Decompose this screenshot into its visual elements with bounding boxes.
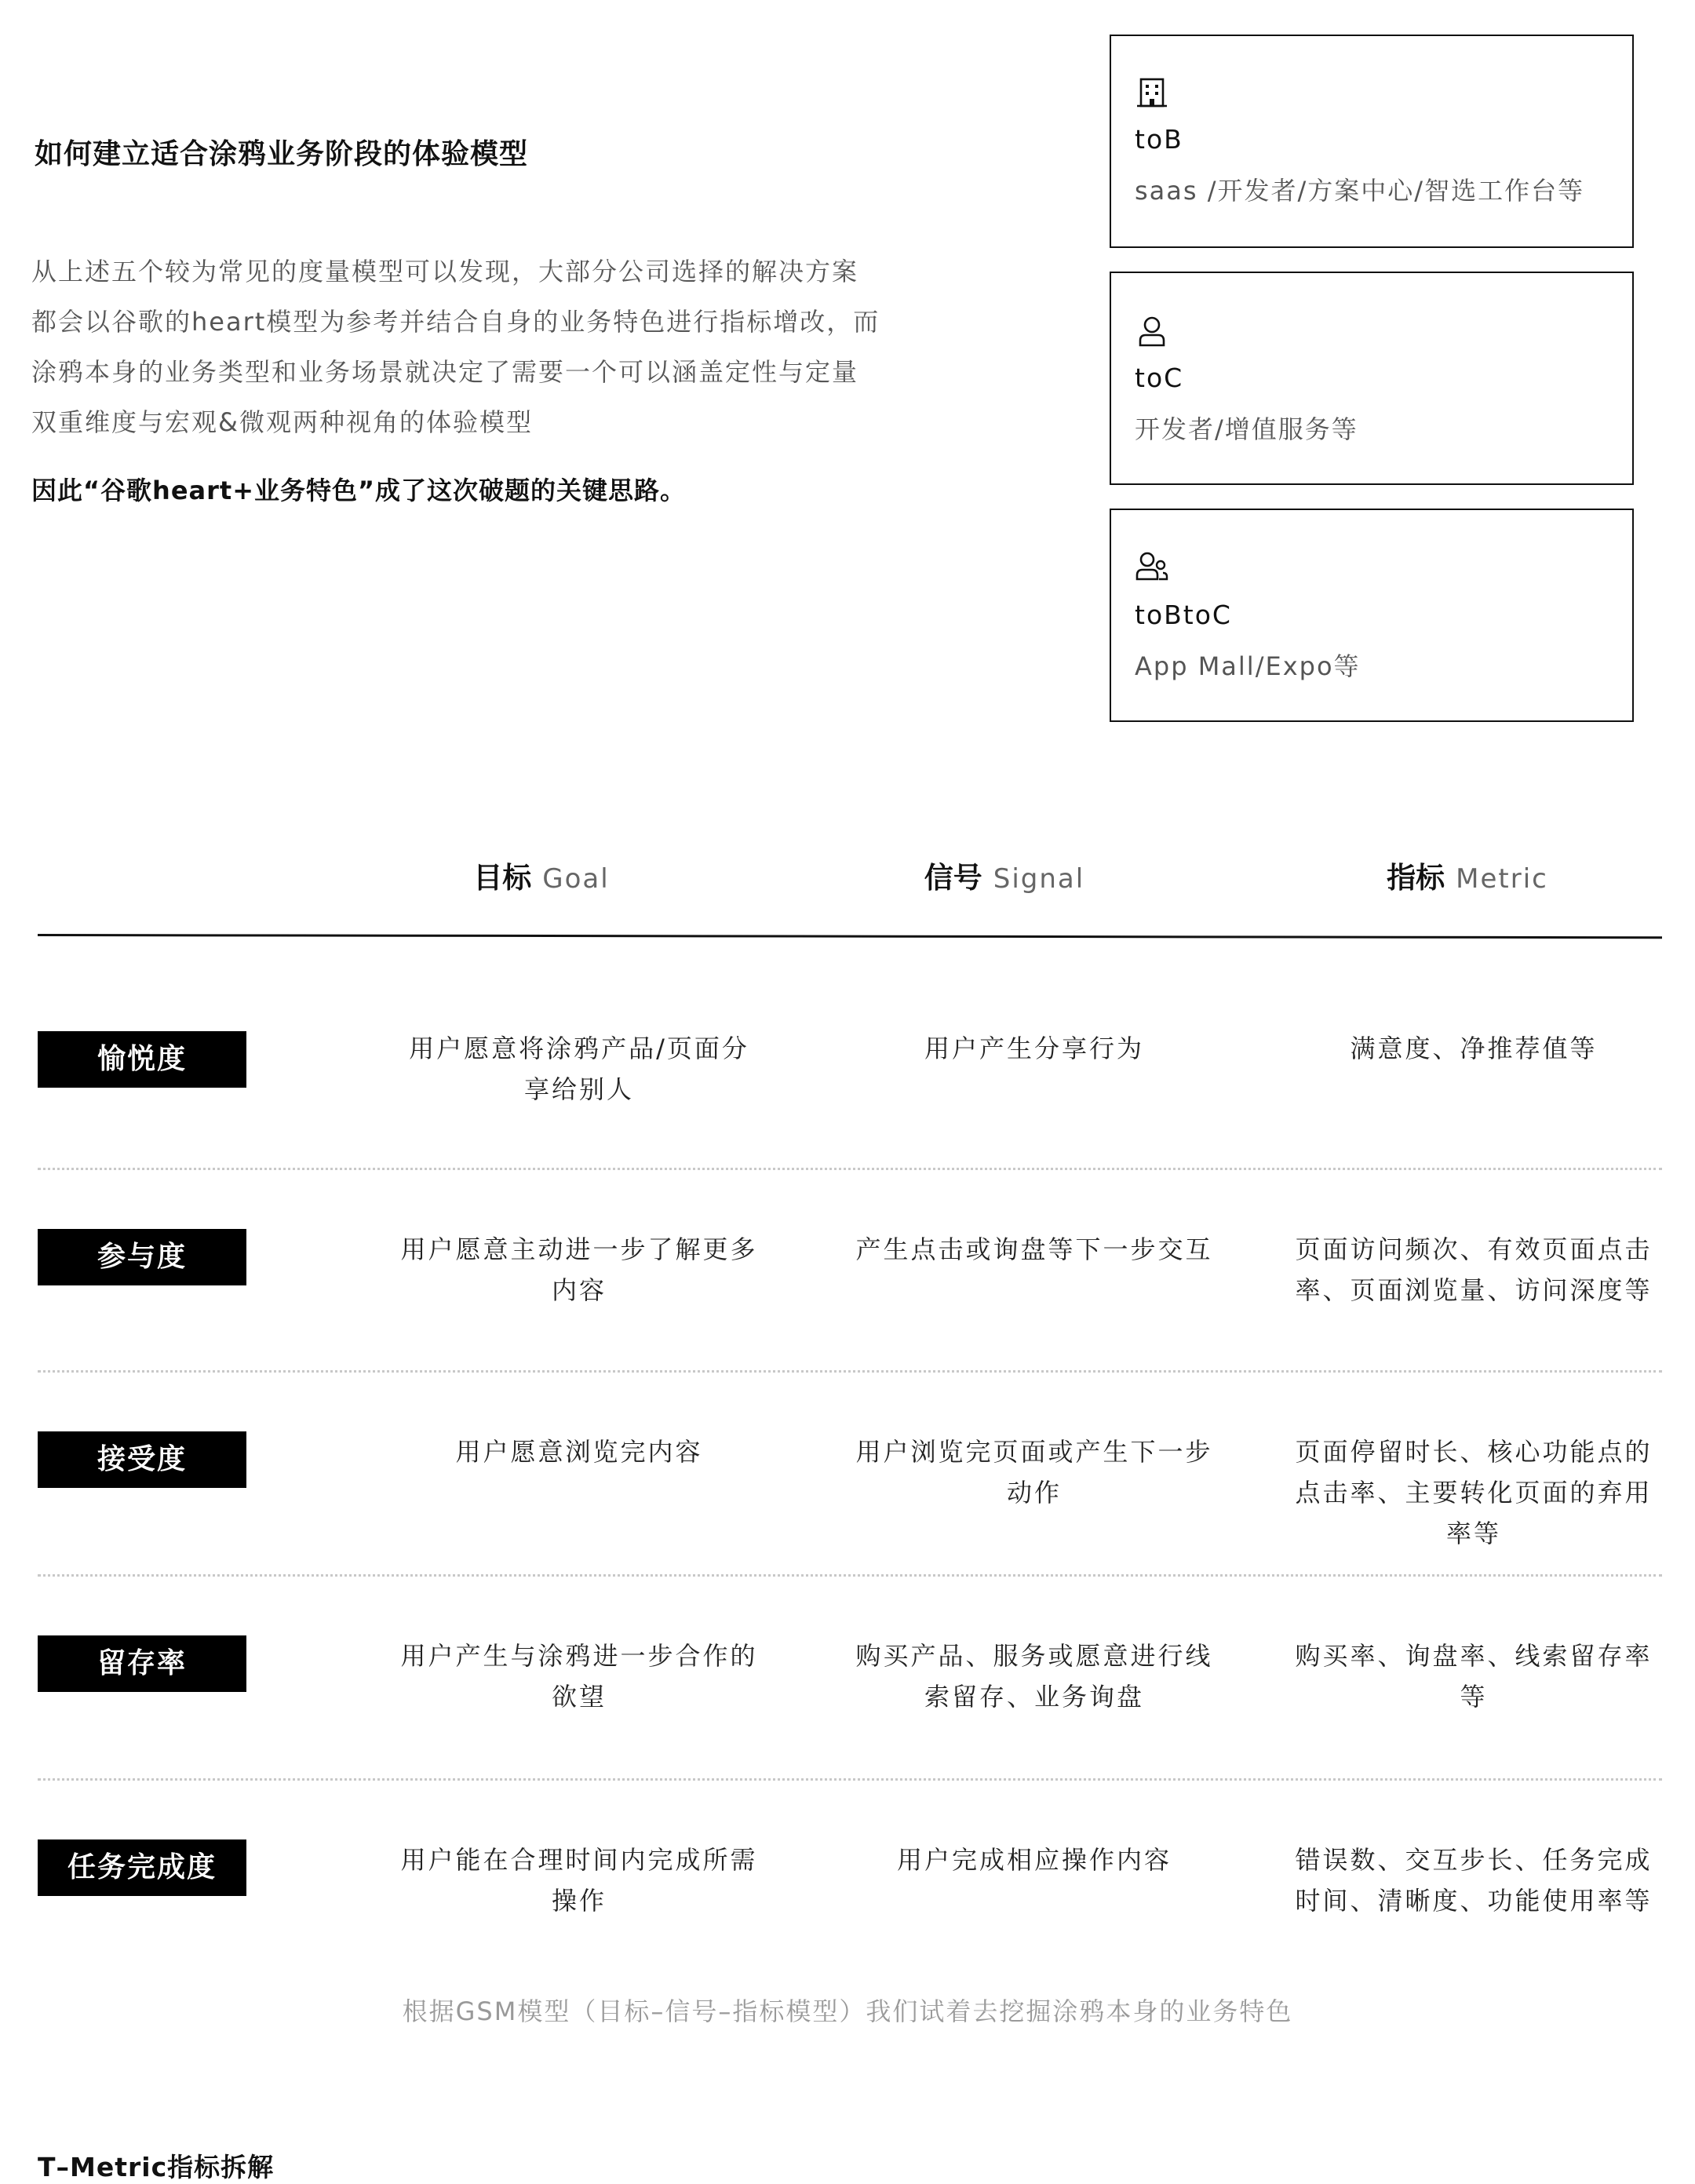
card-tobtoc <box>1110 509 1634 722</box>
metric-cell: 错误数、交互步长、任务完成 时间、清晰度、功能使用率等 <box>1295 1845 1653 1916</box>
paragraph-line: 从上述五个较为常见的度量模型可以发现，大部分公司选择的解决方案 <box>31 257 859 286</box>
dimension-tag: 参与度 <box>38 1229 246 1285</box>
paragraph-line: 双重维度与宏观&微观两种视角的体验模型 <box>31 407 533 437</box>
card-tob <box>1110 35 1634 248</box>
card-title: toC <box>1135 363 1184 393</box>
header-en: Metric <box>1456 863 1548 895</box>
signal-cell: 用户完成相应操作内容 <box>896 1845 1172 1875</box>
signal-cell: 购买产品、服务或愿意进行线 索留存、业务询盘 <box>855 1641 1213 1712</box>
header-goal <box>306 854 777 896</box>
header-en: Goal <box>542 863 610 895</box>
row-divider <box>38 1168 1662 1170</box>
header-zh: 目标 <box>473 861 532 895</box>
card-title: toB <box>1135 124 1183 155</box>
dimension-tag: 留存率 <box>38 1635 246 1692</box>
card-desc: 开发者/增值服务等 <box>1135 414 1358 444</box>
metric-cell: 页面访问频次、有效页面点击 率、页面浏览量、访问深度等 <box>1295 1234 1653 1305</box>
building-icon <box>1135 75 1169 110</box>
header-zh: 指标 <box>1387 861 1445 895</box>
paragraph-line: 涂鸦本身的业务类型和业务场景就决定了需要一个可以涵盖定性与定量 <box>31 357 859 387</box>
goal-cell: 用户能在合理时间内完成所需 操作 <box>400 1845 758 1916</box>
header-metric <box>1232 854 1695 896</box>
row-divider <box>38 1574 1662 1577</box>
users-icon <box>1135 549 1169 584</box>
dimension-tag: 任务完成度 <box>38 1839 246 1896</box>
goal-cell: 用户产生与涂鸦进一步合作的 欲望 <box>400 1641 758 1712</box>
paragraph-line: 都会以谷歌的heart模型为参考并结合自身的业务特色进行指标增改，而 <box>31 307 880 337</box>
header-en: Signal <box>993 863 1085 895</box>
key-conclusion: 因此“谷歌heart+业务特色”成了这次破题的关键思路。 <box>31 476 687 505</box>
intro-paragraph <box>31 246 910 447</box>
row-divider <box>38 1778 1662 1781</box>
dimension-tag: 愉悦度 <box>38 1031 246 1088</box>
goal-cell: 用户愿意浏览完内容 <box>455 1437 703 1467</box>
metric-cell: 满意度、净推荐值等 <box>1350 1034 1598 1063</box>
card-title: toBtoC <box>1135 600 1232 630</box>
signal-cell: 用户产生分享行为 <box>924 1034 1144 1063</box>
signal-cell: 用户浏览完页面或产生下一步 动作 <box>855 1437 1213 1508</box>
row-divider <box>38 1370 1662 1373</box>
signal-cell: 产生点击或询盘等下一步交互 <box>855 1234 1213 1264</box>
header-divider <box>38 934 1662 939</box>
goal-cell: 用户愿意将涂鸦产品/页面分 享给别人 <box>409 1034 749 1104</box>
section-title: 如何建立适合涂鸦业务阶段的体验模型 <box>35 138 529 170</box>
header-signal <box>769 854 1240 896</box>
user-icon <box>1135 314 1169 348</box>
goal-cell: 用户愿意主动进一步了解更多 内容 <box>400 1234 758 1305</box>
section-heading: T–Metric指标拆解 <box>38 2152 275 2182</box>
table-caption: 根据GSM模型（目标–信号–指标模型）我们试着去挖掘涂鸦本身的业务特色 <box>402 1996 1293 2026</box>
metric-cell: 购买率、询盘率、线索留存率 等 <box>1295 1641 1653 1712</box>
metric-cell: 页面停留时长、核心功能点的 点击率、主要转化页面的弃用 率等 <box>1295 1437 1653 1548</box>
header-zh: 信号 <box>924 861 982 895</box>
card-desc: saas /开发者/方案中心/智选工作台等 <box>1135 176 1585 206</box>
dimension-tag: 接受度 <box>38 1431 246 1488</box>
card-toc <box>1110 272 1634 485</box>
card-desc: App Mall/Expo等 <box>1135 651 1361 681</box>
